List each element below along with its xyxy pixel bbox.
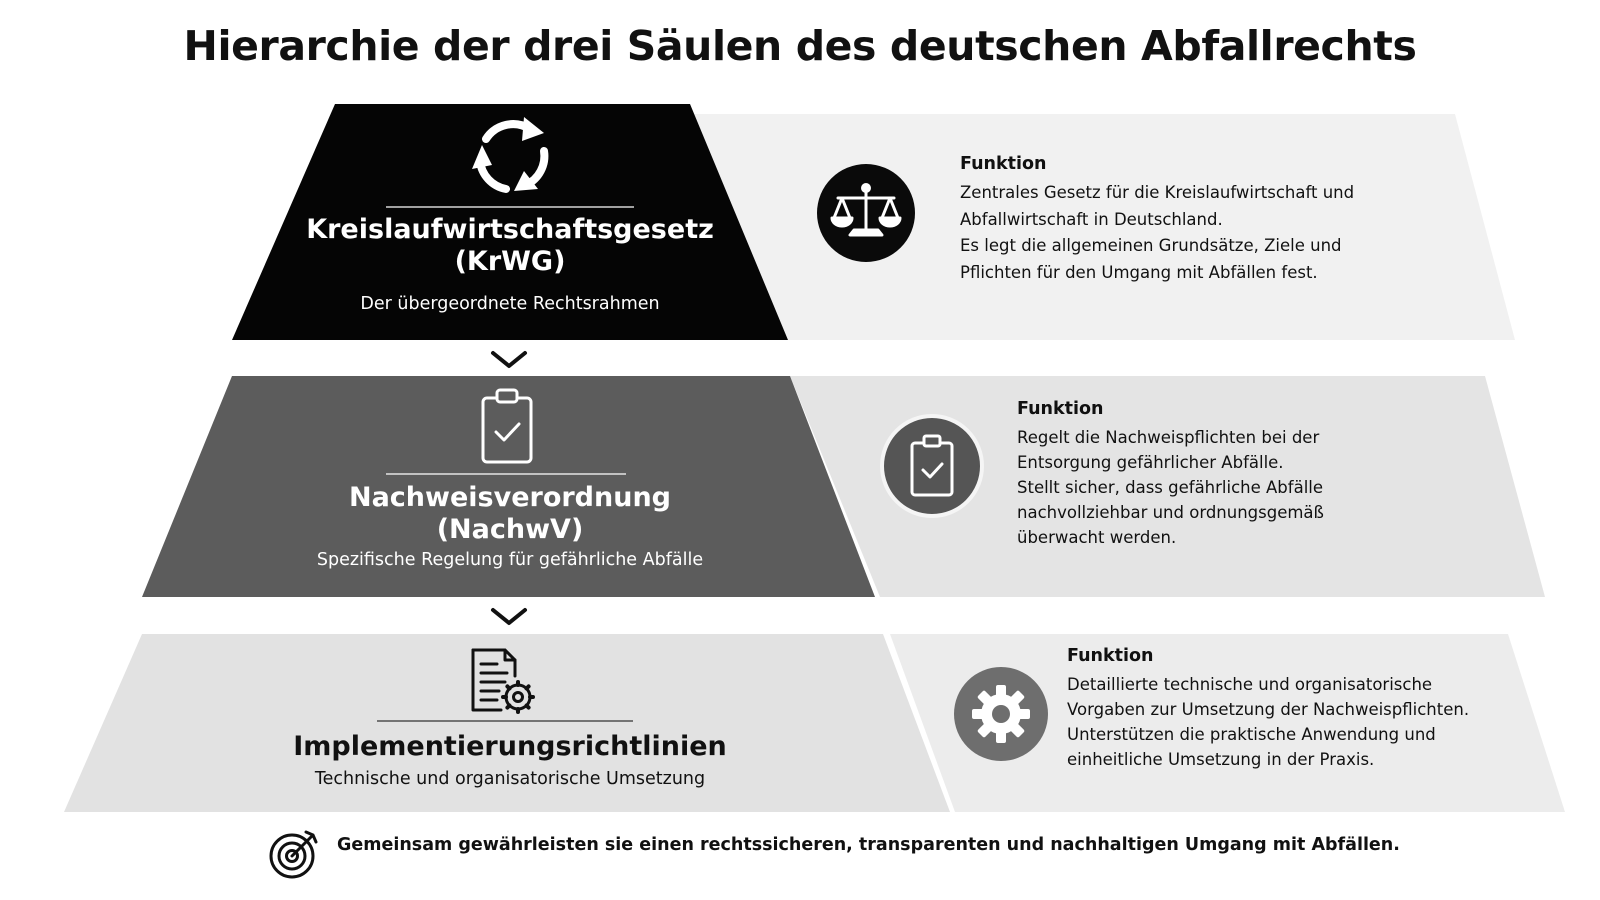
function-line: Regelt die Nachweispflichten bei der [1017, 428, 1320, 447]
tier-1-subtitle: Der übergeordnete Rechtsrahmen [360, 293, 660, 314]
gear-icon [954, 667, 1048, 761]
page-title: Hierarchie der drei Säulen des deutschen Abfallrechts [183, 22, 1417, 70]
footer-summary: Gemeinsam gewährleisten sie einen rechtssicheren, transparenten und nachhaltigen Umgang mit Abfällen. [337, 835, 1400, 855]
function-line: Stellt sicher, dass gefährliche Abfälle [1017, 478, 1324, 497]
function-line: nachvollziehbar und ordnungsgemäß [1017, 503, 1324, 522]
tier-1-label-block [250, 214, 770, 314]
function-line: einheitliche Umsetzung in der Praxis. [1067, 750, 1375, 769]
function-text-3 [1067, 646, 1469, 772]
function-line: Pflichten für den Umgang mit Abfällen fest. [960, 262, 1318, 282]
function-line: Abfallwirtschaft in Deutschland. [960, 209, 1223, 229]
function-line: Detaillierte technische und organisatorische [1067, 675, 1433, 694]
tier-2-name-line2: (NachwV) [436, 513, 584, 545]
function-line: Es legt die allgemeinen Grundsätze, Ziele und [960, 236, 1342, 255]
chevron-down-icon [493, 610, 525, 623]
target-icon [271, 832, 316, 877]
function-heading: Funktion [1017, 399, 1104, 419]
tier-3-subtitle: Technische und organisatorische Umsetzung [314, 768, 706, 789]
tier-2-subtitle: Spezifische Regelung für gefährliche Abfälle [316, 549, 704, 570]
function-text-2 [1017, 399, 1324, 550]
clipboard-check-icon [882, 416, 982, 516]
function-heading: Funktion [1067, 646, 1154, 666]
function-line: Vorgaben zur Umsetzung der Nachweispflichten. [1067, 700, 1470, 719]
tier-3-name: Implementierungsrichtlinien [293, 731, 727, 762]
tier-2-label-block [180, 482, 840, 570]
function-heading: Funktion [960, 154, 1047, 174]
function-line: überwacht werden. [1017, 528, 1177, 547]
tier-3-label-block [150, 731, 870, 789]
function-line: Unterstützen die praktische Anwendung und [1067, 725, 1436, 744]
scales-icon [817, 164, 915, 262]
tier-1-name-line1: Kreislaufwirtschaftsgesetz [306, 214, 714, 245]
chevron-down-icon [493, 353, 525, 366]
tier-2-name-line1: Nachweisverordnung [348, 482, 672, 513]
function-text-1 [960, 154, 1354, 286]
tier-1-name-line2: (KrWG) [454, 245, 566, 277]
function-line: Zentrales Gesetz für die Kreislaufwirtschaft und [960, 183, 1355, 202]
function-line: Entsorgung gefährlicher Abfälle. [1017, 453, 1284, 472]
